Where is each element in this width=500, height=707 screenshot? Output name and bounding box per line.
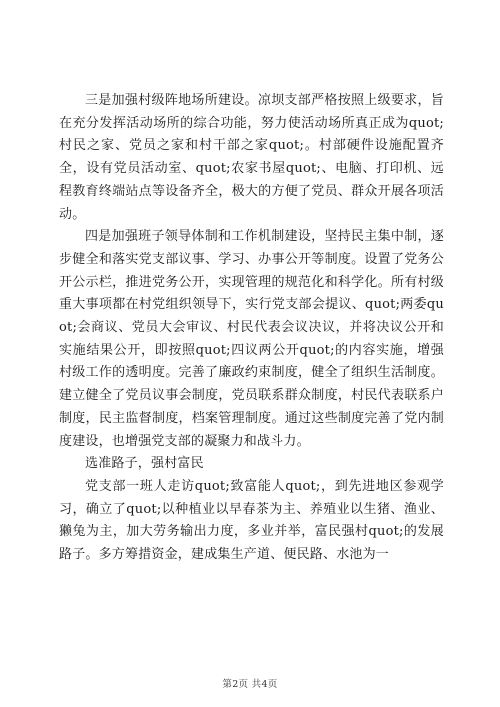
- document-body: [59, 90, 444, 567]
- paragraph-development-path: 党支部一班人走访quot;致富能人quot;，到先进地区参观学习，确立了quot;以种植业以早春茶为主、养殖业以生猪、渔业、獭兔为主，加大劳务输出力度，多业并举，富民强村quot;的发展路子。多方筹措资金，建成集生产道、便民路、水池为一: [59, 478, 444, 563]
- paragraph-village-venue-construction: 三是加强村级阵地场所建设。凉坝支部严格按照上级要求，旨在充分发挥活动场所的综合功能，努力使活动场所真正成为quot;村民之家、党员之家和村干部之家quot;。村部硬件设施配置齐全，设有党员活动室、quot;农家书屋quot;、电脑、打印机、远程教育终端站点等设备齐全，极大的方便了党员、群众开展各项活动。: [59, 93, 444, 222]
- paragraph-leadership-mechanism: 四是加强班子领导体制和工作机制建设，坚持民主集中制，逐步健全和落实党支部议事、学习、办事公开等制度。设置了党务公开公示栏，推进党务公开，实现管理的规范化和科学化。所有村级重大事项都在村党组织领导下，实行党支部会提议、quot;两委quot;会商议、党员大会审议、村民代表会议决议，并将决议公开和实施结果公开，即按照quot;四议两公开quot;的内容实施，增强村级工作的透明度。完善了廉政约束制度，健全了组织生活制度。建立健全了党员议事会制度，党员联系群众制度，村民代表联系户制度，民主监督制度，档案管理制度。通过这些制度完善了党内制度建设，也增强党支部的凝聚力和战斗力。: [59, 229, 444, 449]
- page-number-footer: 第2页 共4页: [222, 679, 278, 690]
- section-heading: 选准路子，强村富民: [85, 456, 204, 472]
